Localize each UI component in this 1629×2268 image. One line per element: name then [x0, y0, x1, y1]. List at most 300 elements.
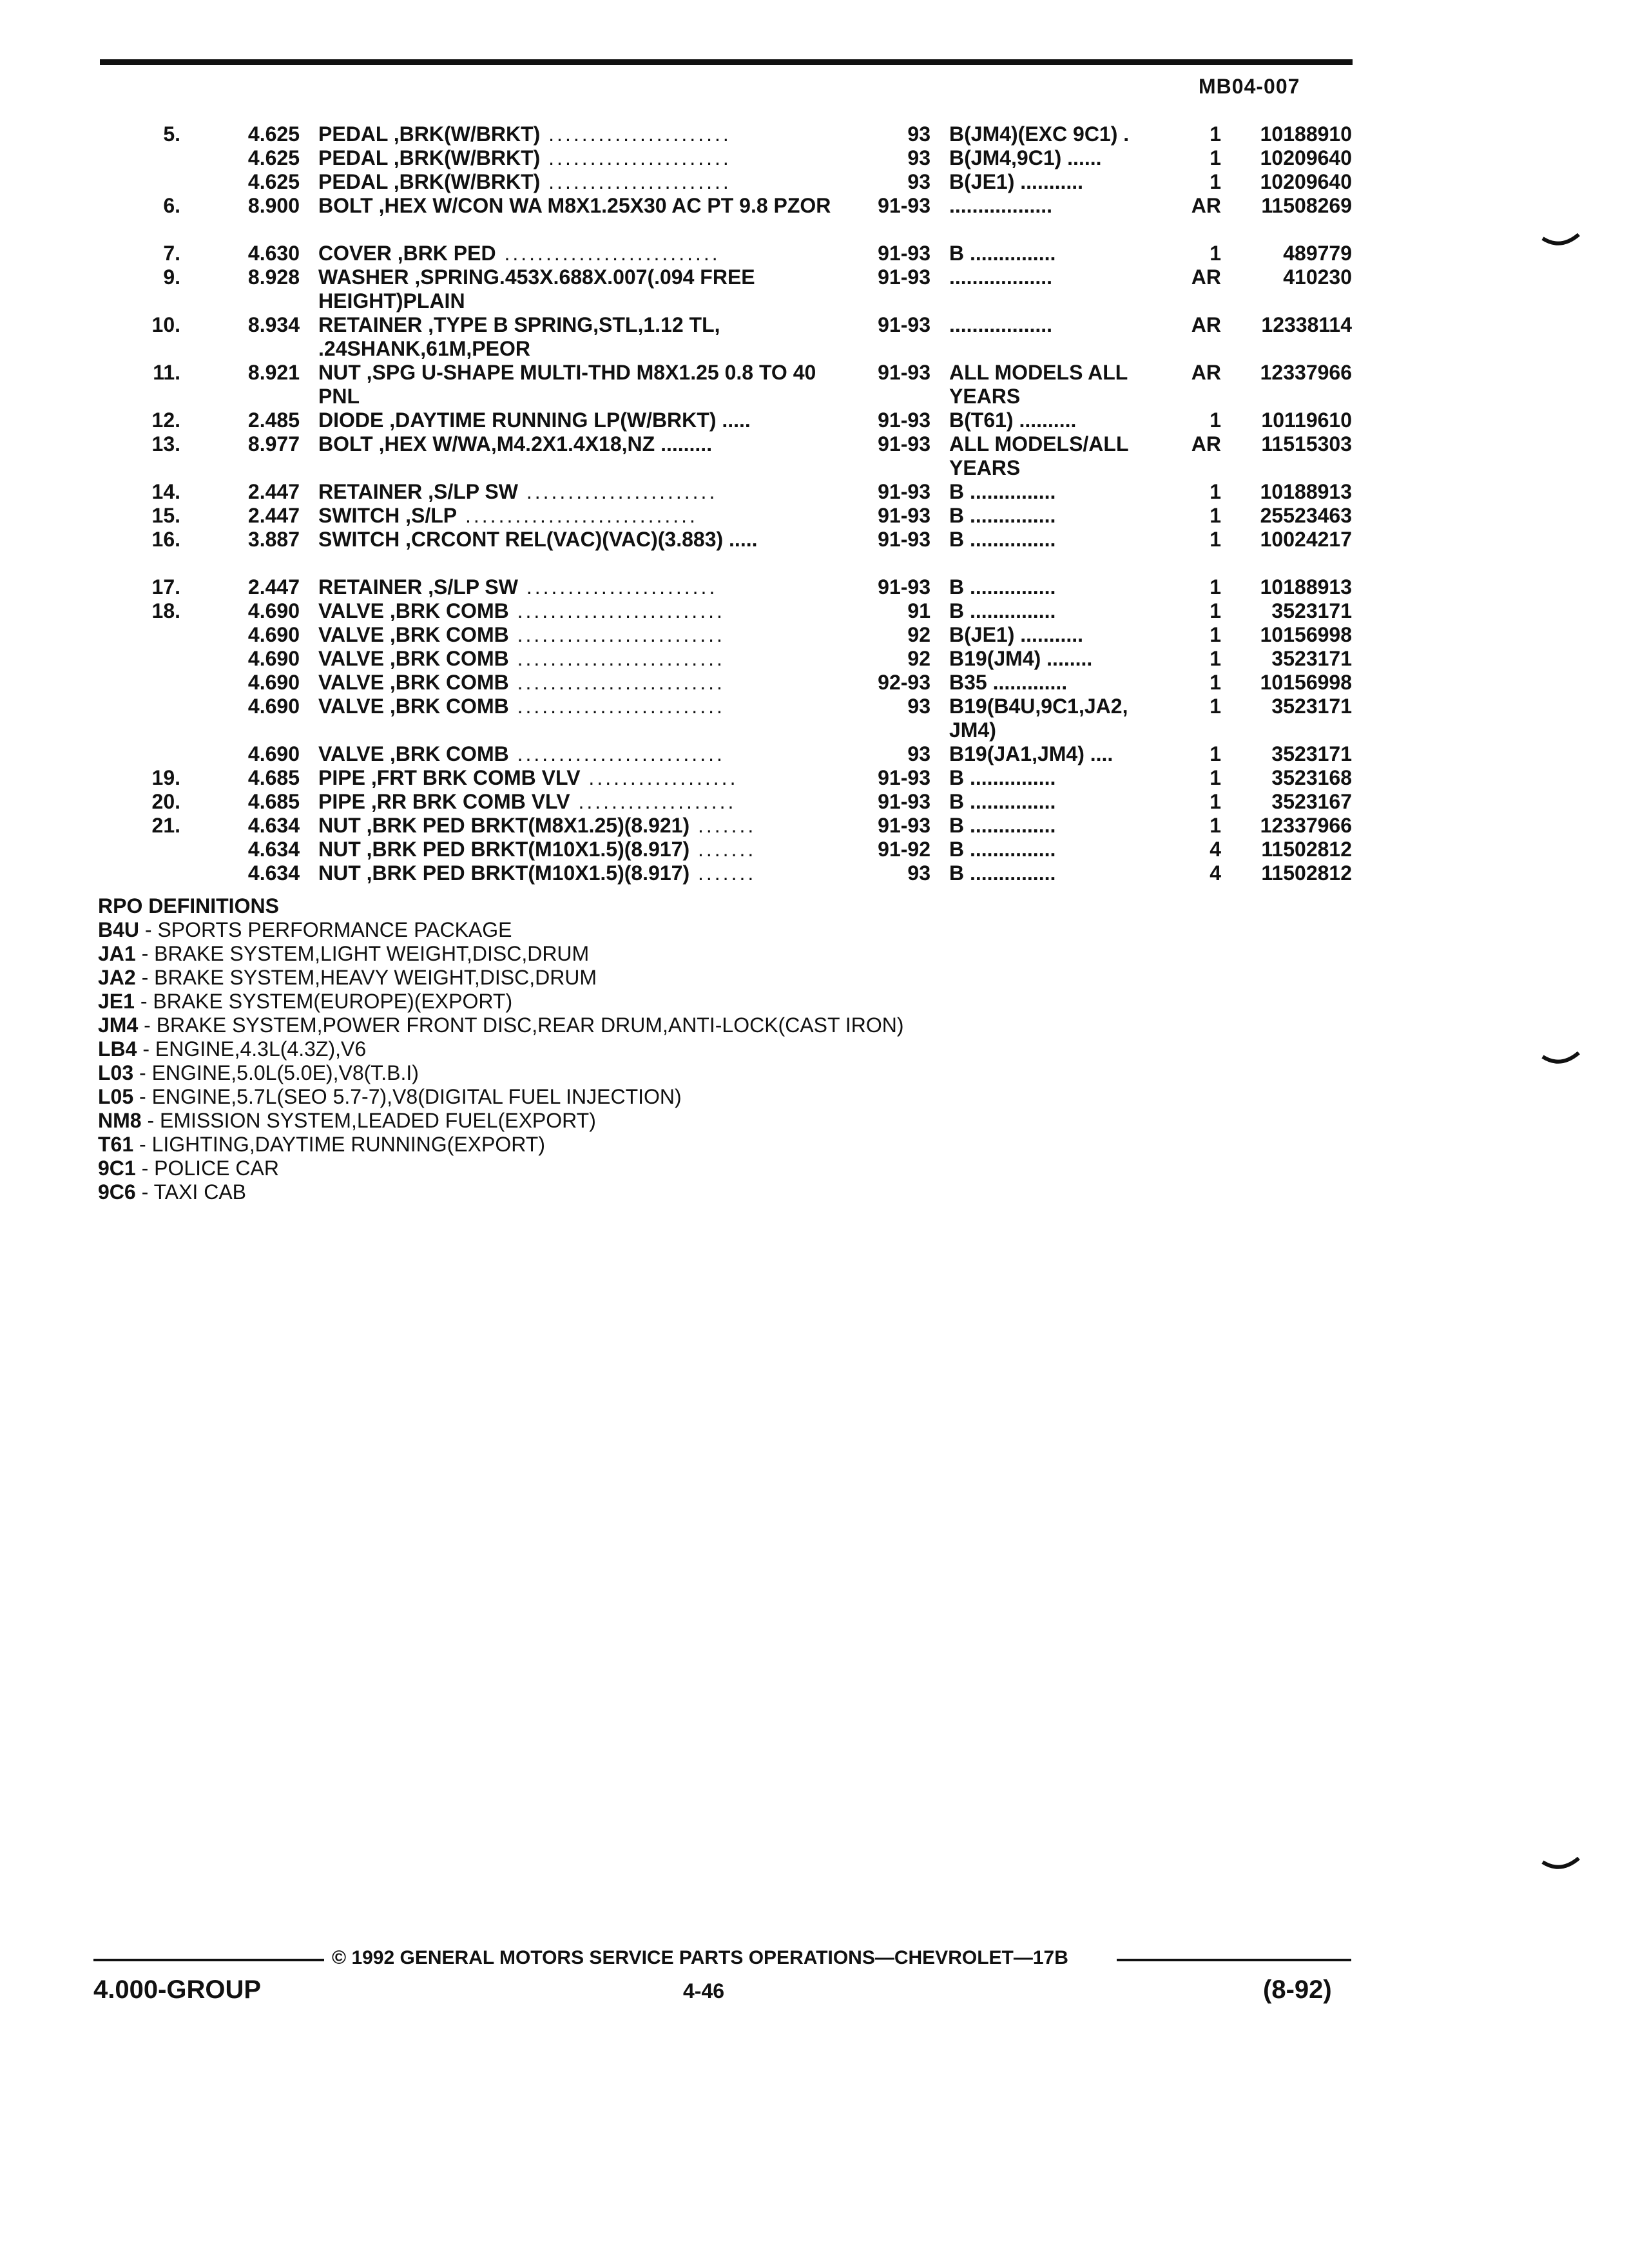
group-number-text: 3.887	[247, 528, 300, 551]
part-description-text: VALVE ,BRK COMB	[318, 695, 509, 718]
group-number-text: 8.900	[247, 194, 300, 217]
quantity	[1170, 528, 1221, 552]
quantity-text: AR	[1191, 432, 1221, 456]
footer-rule-left	[93, 1959, 324, 1961]
part-number	[1224, 814, 1352, 838]
part-number-text: 3523171	[1271, 742, 1352, 765]
leader-dots: .........................	[508, 623, 725, 646]
application	[949, 766, 1168, 790]
table-row	[0, 408, 1629, 432]
model-years	[844, 146, 930, 170]
part-description-text: VALVE ,BRK COMB	[318, 671, 509, 694]
model-years-text: 91-93	[878, 242, 930, 265]
model-years	[844, 528, 930, 552]
part-number-text: 3523171	[1271, 695, 1352, 718]
model-years	[844, 766, 930, 790]
part-number-text: 12337966	[1260, 814, 1352, 837]
group-number	[229, 838, 300, 861]
group-number	[229, 575, 300, 599]
part-description	[318, 504, 847, 528]
application-text: B ...............	[949, 480, 1056, 503]
group-number-text: 2.485	[247, 408, 300, 432]
part-number-text: 3523171	[1271, 599, 1352, 622]
rpo-text: - BRAKE SYSTEM,POWER FRONT DISC,REAR DRUM,ANTI-LOCK(CAST IRON)	[138, 1014, 904, 1037]
part-number	[1224, 742, 1352, 766]
application	[949, 480, 1168, 504]
table-row	[0, 647, 1629, 671]
application	[949, 361, 1168, 408]
ref-number	[122, 480, 180, 504]
leader-dots: .......	[689, 814, 757, 837]
leader-dots: .......	[689, 838, 757, 861]
rpo-text: - ENGINE,5.7L(SEO 5.7-7),V8(DIGITAL FUEL INJECTION)	[133, 1085, 682, 1108]
quantity-text: 1	[1210, 122, 1221, 146]
quantity	[1170, 861, 1221, 885]
part-number	[1224, 766, 1352, 790]
quantity-text: 1	[1210, 170, 1221, 193]
table-row	[0, 313, 1629, 361]
part-number	[1224, 838, 1352, 861]
application-text: B19(JM4) ........	[949, 647, 1093, 670]
ref-number-text: 14.	[151, 480, 180, 503]
table-row	[0, 814, 1629, 838]
ref-number-text: 20.	[151, 790, 180, 813]
part-number	[1224, 170, 1352, 194]
part-number-text: 25523463	[1260, 504, 1352, 527]
model-years-text: 92	[907, 623, 930, 646]
quantity-text: 4	[1210, 838, 1221, 861]
part-number	[1224, 695, 1352, 718]
rpo-code: 9C1	[98, 1157, 136, 1180]
leader-dots: .........................	[508, 671, 725, 694]
ref-number	[122, 504, 180, 528]
group-number-text: 4.690	[247, 647, 300, 670]
quantity	[1170, 361, 1221, 385]
quantity-text: 1	[1210, 647, 1221, 670]
part-description	[318, 742, 847, 766]
quantity-text: 1	[1210, 480, 1221, 503]
model-years-text: 93	[907, 742, 930, 765]
group-number	[229, 671, 300, 695]
part-description	[318, 814, 847, 838]
quantity	[1170, 742, 1221, 766]
footer-group: 4.000-GROUP	[93, 1975, 262, 2004]
ref-number-text: 7.	[163, 242, 180, 265]
part-description-text: NUT ,BRK PED BRKT(M10X1.5)(8.917)	[318, 861, 690, 885]
part-number	[1224, 671, 1352, 695]
application-text: B(JE1) ...........	[949, 623, 1084, 646]
parts-list	[0, 122, 1629, 885]
application	[949, 313, 1168, 337]
group-number	[229, 599, 300, 623]
part-number-text: 10209640	[1260, 170, 1352, 193]
application-text: B(T61) ..........	[949, 408, 1077, 432]
part-description-text: RETAINER ,TYPE B SPRING,STL,1.12 TL, .24SHANK,61M,PEOR	[318, 313, 720, 360]
ref-number-text: 11.	[153, 361, 180, 384]
part-description-text: SWITCH ,S/LP	[318, 504, 458, 527]
rpo-item	[98, 966, 904, 990]
leader-dots: .......	[689, 861, 757, 885]
part-number-text: 3523168	[1271, 766, 1352, 789]
leader-dots: ..................	[580, 766, 738, 789]
quantity	[1170, 408, 1221, 432]
part-description	[318, 766, 847, 790]
part-description	[318, 575, 847, 599]
quantity	[1170, 575, 1221, 599]
part-number	[1224, 647, 1352, 671]
table-row	[0, 242, 1629, 265]
ref-number	[122, 194, 180, 218]
quantity	[1170, 313, 1221, 337]
model-years-text: 91-93	[878, 361, 930, 384]
leader-dots: ......................	[540, 170, 731, 193]
table-row	[0, 480, 1629, 504]
footer-page-number: 4-46	[683, 1979, 725, 2003]
leader-dots: ...................	[570, 790, 737, 813]
quantity	[1170, 242, 1221, 265]
part-description-text: BOLT ,HEX W/WA,M4.2X1.4X18,NZ .........	[318, 432, 713, 456]
model-years	[844, 814, 930, 838]
part-description	[318, 313, 847, 361]
group-number-text: 4.630	[247, 242, 300, 265]
group-number-text: 4.690	[247, 623, 300, 646]
quantity	[1170, 432, 1221, 456]
quantity	[1170, 814, 1221, 838]
leader-dots: .........................	[508, 695, 725, 718]
leader-dots: .......................	[517, 575, 718, 599]
model-years-text: 93	[907, 146, 930, 169]
part-description-text: COVER ,BRK PED	[318, 242, 496, 265]
rpo-title: RPO DEFINITIONS	[98, 894, 279, 918]
quantity-text: 1	[1210, 623, 1221, 646]
model-years-text: 91-93	[878, 480, 930, 503]
quantity-text: 1	[1210, 766, 1221, 789]
binder-mark-icon	[1541, 1052, 1580, 1071]
part-description-text: PIPE ,FRT BRK COMB VLV	[318, 766, 581, 789]
table-row	[0, 623, 1629, 647]
quantity-text: AR	[1191, 194, 1221, 217]
quantity-text: AR	[1191, 313, 1221, 336]
table-row	[0, 790, 1629, 814]
ref-number	[122, 528, 180, 552]
application-text: B35 .............	[949, 671, 1068, 694]
part-number-text: 10024217	[1260, 528, 1352, 551]
part-number-text: 10188913	[1260, 480, 1352, 503]
application	[949, 528, 1168, 552]
quantity-text: 1	[1210, 790, 1221, 813]
group-number	[229, 122, 300, 146]
group-number	[229, 265, 300, 289]
part-description-text: WASHER ,SPRING.453X.688X.007(.094 FREE HEIGHT)PLAIN	[318, 265, 755, 312]
group-number-text: 8.977	[247, 432, 300, 456]
part-number	[1224, 408, 1352, 432]
application	[949, 861, 1168, 885]
application-text: ALL MODELS ALL YEARS	[949, 361, 1128, 408]
model-years	[844, 575, 930, 599]
application	[949, 432, 1168, 480]
part-number-text: 11502812	[1261, 838, 1352, 861]
application-text: B(JM4,9C1) ......	[949, 146, 1102, 169]
rpo-item	[98, 1014, 904, 1037]
model-years-text: 91-93	[878, 408, 930, 432]
quantity	[1170, 122, 1221, 146]
rpo-code: JA2	[98, 966, 136, 989]
ref-number-text: 5.	[163, 122, 180, 146]
part-number	[1224, 528, 1352, 552]
table-row	[0, 695, 1629, 742]
part-description-text: DIODE ,DAYTIME RUNNING LP(W/BRKT) .....	[318, 408, 751, 432]
group-number-text: 4.690	[247, 671, 300, 694]
model-years-text: 91	[907, 599, 930, 622]
binder-mark-icon	[1541, 233, 1580, 253]
group-number	[229, 766, 300, 790]
model-years	[844, 671, 930, 695]
model-years-text: 91-93	[878, 504, 930, 527]
part-description-text: NUT ,BRK PED BRKT(M10X1.5)(8.917)	[318, 838, 690, 861]
part-number-text: 12338114	[1261, 313, 1352, 336]
rpo-item	[98, 1180, 904, 1204]
application-text: B ...............	[949, 766, 1056, 789]
model-years-text: 91-93	[878, 528, 930, 551]
application-text: B(JE1) ...........	[949, 170, 1084, 193]
quantity-text: 1	[1210, 575, 1221, 599]
group-number	[229, 742, 300, 766]
part-description-text: PEDAL ,BRK(W/BRKT)	[318, 122, 541, 146]
group-number	[229, 242, 300, 265]
part-description-text: BOLT ,HEX W/CON WA M8X1.25X30 AC PT 9.8 PZOR	[318, 194, 831, 217]
model-years	[844, 504, 930, 528]
part-description	[318, 623, 847, 647]
group-number	[229, 861, 300, 885]
application	[949, 742, 1168, 766]
rpo-item	[98, 1109, 904, 1133]
part-number	[1224, 194, 1352, 218]
rpo-code: JA1	[98, 942, 136, 965]
application	[949, 265, 1168, 289]
rpo-item	[98, 918, 904, 942]
rpo-text: - TAXI CAB	[135, 1180, 246, 1204]
ref-number	[122, 265, 180, 289]
table-row	[0, 146, 1629, 170]
part-number	[1224, 575, 1352, 599]
group-number	[229, 313, 300, 337]
ref-number-text: 6.	[163, 194, 180, 217]
table-row	[0, 861, 1629, 885]
quantity	[1170, 647, 1221, 671]
quantity	[1170, 170, 1221, 194]
part-number-text: 10119610	[1261, 408, 1352, 432]
model-years-text: 93	[907, 695, 930, 718]
application-text: B ...............	[949, 790, 1056, 813]
table-row	[0, 671, 1629, 695]
group-number	[229, 170, 300, 194]
part-number	[1224, 242, 1352, 265]
application-text: B(JM4)(EXC 9C1) .	[949, 122, 1130, 146]
part-number	[1224, 313, 1352, 337]
model-years-text: 93	[907, 170, 930, 193]
rpo-text: - ENGINE,4.3L(4.3Z),V6	[137, 1037, 367, 1061]
application-text: B ...............	[949, 504, 1056, 527]
part-number-text: 410230	[1283, 265, 1352, 289]
quantity-text: 1	[1210, 599, 1221, 622]
part-description-text: SWITCH ,CRCONT REL(VAC)(VAC)(3.883) .....	[318, 528, 758, 551]
group-number	[229, 361, 300, 385]
rpo-code: JM4	[98, 1014, 139, 1037]
ref-number-text: 17.	[151, 575, 180, 599]
group-number	[229, 432, 300, 456]
part-number	[1224, 122, 1352, 146]
application-text: ..................	[949, 265, 1053, 289]
application	[949, 671, 1168, 695]
leader-dots: ..........................	[496, 242, 720, 265]
ref-number-text: 19.	[151, 766, 180, 789]
table-row	[0, 766, 1629, 790]
quantity	[1170, 790, 1221, 814]
model-years	[844, 695, 930, 718]
leader-dots: .......................	[517, 480, 718, 503]
rpo-code: JE1	[98, 990, 135, 1013]
part-number-text: 3523171	[1271, 647, 1352, 670]
group-number	[229, 790, 300, 814]
model-years	[844, 599, 930, 623]
application-text: B ...............	[949, 599, 1056, 622]
rpo-code: B4U	[98, 918, 140, 941]
group-number	[229, 647, 300, 671]
part-description	[318, 265, 847, 313]
ref-number	[122, 432, 180, 456]
group-number-text: 8.921	[247, 361, 300, 384]
ref-number-text: 18.	[151, 599, 180, 622]
quantity	[1170, 623, 1221, 647]
part-description-text: PEDAL ,BRK(W/BRKT)	[318, 170, 541, 193]
ref-number	[122, 790, 180, 814]
part-number	[1224, 861, 1352, 885]
application-text: ..................	[949, 194, 1053, 217]
model-years-text: 91-93	[878, 575, 930, 599]
model-years-text: 91-93	[878, 432, 930, 456]
group-number	[229, 194, 300, 218]
application	[949, 146, 1168, 170]
rpo-definitions	[98, 894, 904, 1204]
model-years	[844, 194, 930, 218]
rpo-item	[98, 990, 904, 1014]
group-number	[229, 814, 300, 838]
application	[949, 790, 1168, 814]
model-years	[844, 361, 930, 385]
ref-number-text: 21.	[151, 814, 180, 837]
rpo-text: - BRAKE SYSTEM(EUROPE)(EXPORT)	[134, 990, 513, 1013]
rpo-code: LB4	[98, 1037, 137, 1061]
part-description-text: VALVE ,BRK COMB	[318, 599, 509, 622]
part-number-text: 10188910	[1260, 122, 1352, 146]
table-row	[0, 575, 1629, 599]
application-text: B19(B4U,9C1,JA2, JM4)	[949, 695, 1128, 742]
application	[949, 170, 1168, 194]
quantity	[1170, 695, 1221, 718]
group-number-text: 4.634	[247, 861, 300, 885]
rpo-item	[98, 1085, 904, 1109]
part-number-text: 11515303	[1261, 432, 1352, 456]
quantity-text: 1	[1210, 146, 1221, 169]
binder-mark-icon	[1541, 1857, 1580, 1876]
quantity	[1170, 504, 1221, 528]
part-number	[1224, 265, 1352, 289]
quantity	[1170, 671, 1221, 695]
application-text: B19(JA1,JM4) ....	[949, 742, 1113, 765]
part-number-text: 3523167	[1271, 790, 1352, 813]
group-number-text: 4.690	[247, 695, 300, 718]
group-number-text: 4.685	[247, 766, 300, 789]
ref-number	[122, 313, 180, 337]
model-years	[844, 432, 930, 456]
application-text: B ...............	[949, 575, 1056, 599]
quantity-text: 1	[1210, 242, 1221, 265]
application	[949, 647, 1168, 671]
model-years	[844, 623, 930, 647]
ref-number	[122, 766, 180, 790]
application	[949, 242, 1168, 265]
table-row	[0, 432, 1629, 480]
rpo-code: NM8	[98, 1109, 142, 1132]
part-description-text: RETAINER ,S/LP SW	[318, 480, 518, 503]
quantity-text: 1	[1210, 528, 1221, 551]
model-years-text: 91-93	[878, 766, 930, 789]
leader-dots: ............................	[457, 504, 698, 527]
group-number-text: 4.625	[247, 146, 300, 169]
part-number	[1224, 361, 1352, 385]
model-years-text: 91-93	[878, 265, 930, 289]
leader-dots: .........................	[508, 647, 725, 670]
part-description	[318, 432, 847, 456]
application-text: B ...............	[949, 861, 1056, 885]
part-number-text: 10209640	[1260, 146, 1352, 169]
part-number	[1224, 432, 1352, 456]
part-description	[318, 861, 847, 885]
rpo-code: L05	[98, 1085, 134, 1108]
application	[949, 575, 1168, 599]
quantity	[1170, 480, 1221, 504]
table-row	[0, 599, 1629, 623]
model-years-text: 91-93	[878, 194, 930, 217]
quantity	[1170, 838, 1221, 861]
table-row	[0, 742, 1629, 766]
part-number-text: 10188913	[1260, 575, 1352, 599]
group-number-text: 4.690	[247, 742, 300, 765]
application	[949, 122, 1168, 146]
ref-number	[122, 575, 180, 599]
application-text: B ...............	[949, 838, 1056, 861]
rpo-item	[98, 1157, 904, 1180]
model-years	[844, 313, 930, 337]
model-years-text: 91-93	[878, 814, 930, 837]
group-number-text: 8.934	[247, 313, 300, 336]
part-number	[1224, 146, 1352, 170]
quantity	[1170, 766, 1221, 790]
group-number-text: 2.447	[247, 504, 300, 527]
part-description-text: NUT ,SPG U-SHAPE MULTI-THD M8X1.25 0.8 TO 40 PNL	[318, 361, 816, 408]
part-description-text: VALVE ,BRK COMB	[318, 647, 509, 670]
model-years	[844, 647, 930, 671]
model-years-text: 91-93	[878, 790, 930, 813]
group-number-text: 2.447	[247, 575, 300, 599]
quantity-text: AR	[1191, 361, 1221, 384]
rpo-code: T61	[98, 1133, 134, 1156]
ref-number	[122, 814, 180, 838]
part-description	[318, 146, 847, 170]
table-row	[0, 265, 1629, 313]
document-code: MB04-007	[1199, 75, 1300, 98]
application	[949, 194, 1168, 218]
